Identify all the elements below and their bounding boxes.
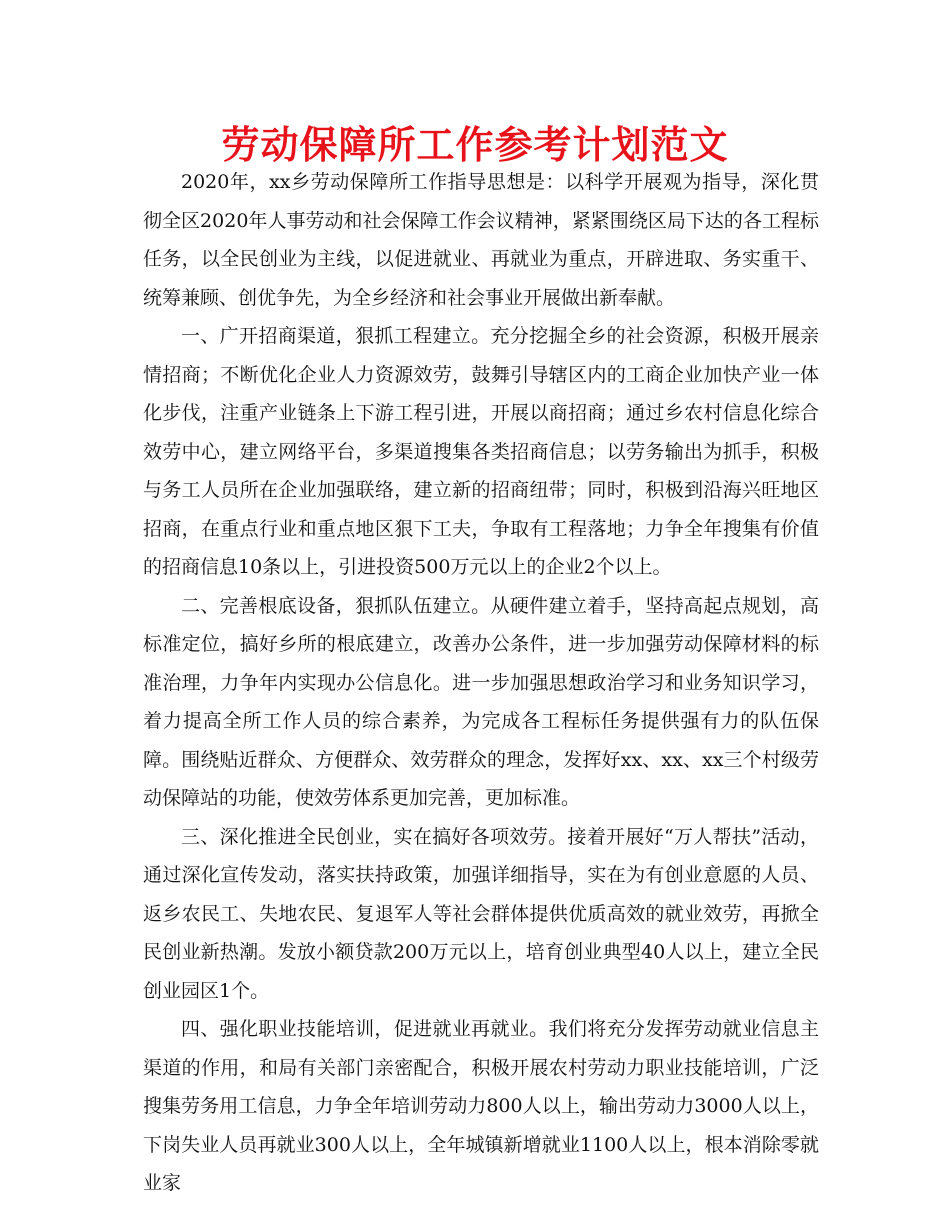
- paragraph-section-2: 二、完善根底设备，狠抓队伍建立。从硬件建立着手，坚持高起点规划，高标准定位，搞好乡所的根底建立，改善办公条件，进一步加强劳动保障材料的标准治理，力争年内实现办公信息化。进一步加强思想政治学习和业务知识学习，着力提高全所工作人员的综合素养，为完成各工程标任务提供强有力的队伍保障。围绕贴近群众、方便群众、效劳群众的理念，发挥好xx、xx、xx三个村级劳动保障站的功能，使效劳体系更加完善，更加标准。: [143, 594, 819, 809]
- document-body: [143, 163, 819, 1203]
- paragraph-section-4: 四、强化职业技能培训，促进就业再就业。我们将充分发挥劳动就业信息主渠道的作用，和局有关部门亲密配合，积极开展农村劳动力职业技能培训，广泛搜集劳务用工信息，力争全年培训劳动力800人以上，输出劳动力3000人以上，下岗失业人员再就业300人以上，全年城镇新增就业1100人以上，根本消除零就业家: [143, 1018, 819, 1194]
- paragraph-section-1: 一、广开招商渠道，狠抓工程建立。充分挖掘全乡的社会资源，积极开展亲情招商；不断优化企业人力资源效劳，鼓舞引导辖区内的工商企业加快产业一体化步伐，注重产业链条上下游工程引进，开展以商招商；通过乡农村信息化综合效劳中心，建立网络平台，多渠道搜集各类招商信息；以劳务输出为抓手，积极与务工人员所在企业加强联络，建立新的招商纽带；同时，积极到沿海兴旺地区招商，在重点行业和重点地区狠下工夫，争取有工程落地；力争全年搜集有价值的招商信息10条以上，引进投资500万元以上的企业2个以上。: [143, 325, 819, 578]
- paragraph-section-3: 三、深化推进全民创业，实在搞好各项效劳。接着开展好“万人帮扶”活动，通过深化宣传发动，落实扶持政策，加强详细指导，实在为有创业意愿的人员、返乡农民工、失地农民、复退军人等社会群体提供优质高效的就业效劳，再掀全民创业新热潮。发放小额贷款200万元以上，培育创业典型40人以上，建立全民创业园区1个。: [143, 825, 819, 1002]
- page-title: 劳动保障所工作参考计划范文: [221, 122, 729, 167]
- paragraph-intro: 2020年，xx乡劳动保障所工作指导思想是：以科学开展观为指导，深化贯彻全区2020年人事劳动和社会保障工作会议精神，紧紧围绕区局下达的各工程标任务，以全民创业为主线，以促进就业、再就业为重点，开辟进取、务实重干、统筹兼顾、创优争先，为全乡经济和社会事业开展做出新奉献。: [143, 171, 819, 309]
